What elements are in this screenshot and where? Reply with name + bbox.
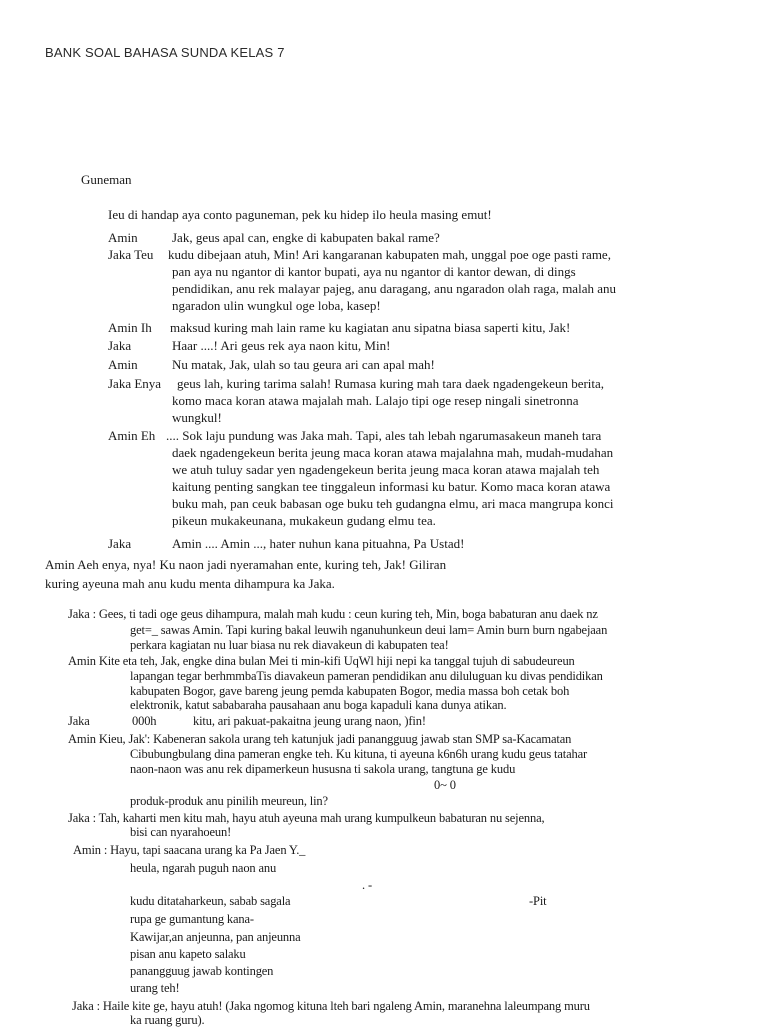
speaker-label: Jaka (108, 536, 132, 551)
dialog-text: Jaka : Tah, kaharti men kitu mah, hayu atuh ayeuna mah urang kumpulkeun babaturan nu sejenna, (68, 811, 545, 825)
dialog-text: wungkul! (172, 410, 222, 425)
dialog-text: rupa ge gumantung kana- (130, 912, 254, 926)
document-header: BANK SOAL BAHASA SUNDA KELAS 7 (45, 45, 285, 60)
dialog-text: get=_ sawas Amin. Tapi kuring bakal leuwih nganuhunkeun deui lam= Amin burn burn ngabejaan (130, 623, 608, 637)
dialog-text: bisi can nyarahoeun! (130, 825, 232, 839)
section-title: Guneman (81, 172, 132, 187)
dialog-text: kabupaten Bogor, gave bareng jeung pemda kabupaten Bogor, media massa boh cetak boh (130, 684, 570, 698)
dialog-text: panangguug jawab kontingen (130, 964, 274, 978)
speaker-label: Jaka Teu (108, 247, 154, 262)
dialog-text: lapangan tegar berhmmbaTis diavakeun pameran pendidikan anu diluluguan ku divas pendidikan (130, 669, 603, 683)
dialog-text: maksud kuring mah lain rame ku kagiatan anu sipatna biasa saperti kitu, Jak! (170, 320, 571, 335)
dialog-text: Jak, geus apal can, engke di kabupaten bakal rame? (172, 230, 440, 245)
dialog-text: komo maca koran atawa majalah mah. Lalajo tipi oge resep ningali sinetronna (172, 393, 579, 408)
dialog-text: Amin : Hayu, tapi saacana urang ka Pa Jaen Y._ (73, 843, 306, 857)
dialog-text: we atuh tuluy sadar yen ngadengekeun berita jeung maca koran atawa majalah teh (172, 462, 600, 477)
dialog-text: Amin Kieu, Jak': Kabeneran sakola urang teh katunjuk jadi panangguug jawab stan SMP sa-Kacamatan (68, 732, 572, 746)
speaker-label: Amin (108, 357, 138, 372)
dialog-text: Kawijar,an anjeunna, pan anjeunna (130, 930, 301, 944)
dialog-text: Cibubungbulang dina pameran engke teh. Ku kituna, ti ayeuna k6n6h urang kudu geus tatahar (130, 747, 588, 761)
dialog-text: Amin Kite eta teh, Jak, engke dina bulan Mei ti min-kifi UqWl hiji nepi ka tanggal tujuh di sabudeureun (68, 654, 575, 668)
stray-marks: . - (362, 878, 372, 892)
dialog-text: pan aya nu ngantor di kantor bupati, aya nu ngantor di kantor dewan, di dings (172, 264, 576, 279)
dialog-text: urang teh! (130, 981, 180, 995)
dialog-text: kaitung penting sangkan tee tinggaleun informasi ku batur. Komo maca koran atawa (172, 479, 611, 494)
dialog-text: produk-produk anu pinilih meureun, lin? (130, 794, 328, 808)
speaker-label: Amin Ih (108, 320, 152, 335)
dialog-text: heula, ngarah puguh naon anu (130, 861, 277, 875)
dialog-text: ngaradon ulin wungkul oge loba, kasep! (172, 298, 381, 313)
dialog-text: pendidikan, anu rek malayar pajeg, anu daragang, anu ngaradon olah raga, malah anu (172, 281, 616, 296)
dialog-text: geus lah, kuring tarima salah! Rumasa kuring mah tara daek ngadengekeun berita, (177, 376, 605, 391)
dialog-text: Amin Aeh enya, nya! Ku naon jadi nyeramahan ente, kuring teh, Jak! Giliran (45, 557, 447, 572)
dialog-text: Haar ....! Ari geus rek aya naon kitu, Min! (172, 338, 391, 353)
dialog-text: -Pit (529, 894, 547, 908)
dialog-text: pisan anu kapeto salaku (130, 947, 246, 961)
dialog-text: Jaka : Haile kite ge, hayu atuh! (Jaka ngomog kituna lteh bari ngaleng Amin, maranehna laleumpang muru (72, 999, 590, 1013)
speaker-label: Jaka (68, 714, 90, 728)
dialog-text: ka ruang guru). (130, 1013, 205, 1027)
speaker-label: Jaka Enya (108, 376, 162, 391)
dialog-text: .... Sok laju pundung was Jaka mah. Tapi, ales tah lebah ngarumasakeun maneh tara (166, 428, 602, 443)
dialog-text: perkara kagiatan nu luar biasa nu rek diavakeun di kabupaten tea! (130, 638, 449, 652)
dialog-text: pikeun mukakeunana, mukakeun gudang elmu tea. (172, 513, 436, 528)
dialog-text: kudu dibejaan atuh, Min! Ari kangaranan kabupaten mah, unggal poe oge pasti rame, (168, 247, 611, 262)
dialog-text: elektronik, katut sababaraha pausahaan anu boga kapaduli kana dunya atikan. (130, 698, 507, 712)
dialog-text: Amin .... Amin ..., hater nuhun kana pituahna, Pa Ustad! (172, 536, 465, 551)
dialog-text: kudu ditataharkeun, sabab sagala (130, 894, 291, 908)
dialog-text: Jaka : Gees, ti tadi oge geus dihampura, malah mah kudu : ceun kuring teh, Min, boga babaturan anu daek nz (68, 607, 598, 621)
dialog-text: naon-naon was anu rek dipamerkeun hususna ti sakola urang, tangtuna ge kudu (130, 762, 516, 776)
intro-text: Ieu di handap aya conto paguneman, pek ku hidep ilo heula masing emut! (108, 207, 492, 222)
dialog-text: kitu, ari pakuat-pakaitna jeung urang naon, )fin! (193, 714, 426, 728)
speaker-label: Amin Eh (108, 428, 156, 443)
stray-marks: 0~ 0 (434, 778, 456, 792)
dialog-text: kuring ayeuna mah anu kudu menta dihampura ka Jaka. (45, 576, 335, 591)
speaker-label: Amin (108, 230, 138, 245)
dialog-text: 000h (132, 714, 157, 728)
dialog-text: daek ngadengekeun berita jeung maca koran atawa majalahna mah, mudah-mudahan (172, 445, 614, 460)
dialog-text: buku mah, pan ceuk babasan oge buku teh gudangna elmu, ari maca mangrupa konci (172, 496, 614, 511)
dialog-text: Nu matak, Jak, ulah so tau geura ari can apal mah! (172, 357, 435, 372)
speaker-label: Jaka (108, 338, 132, 353)
